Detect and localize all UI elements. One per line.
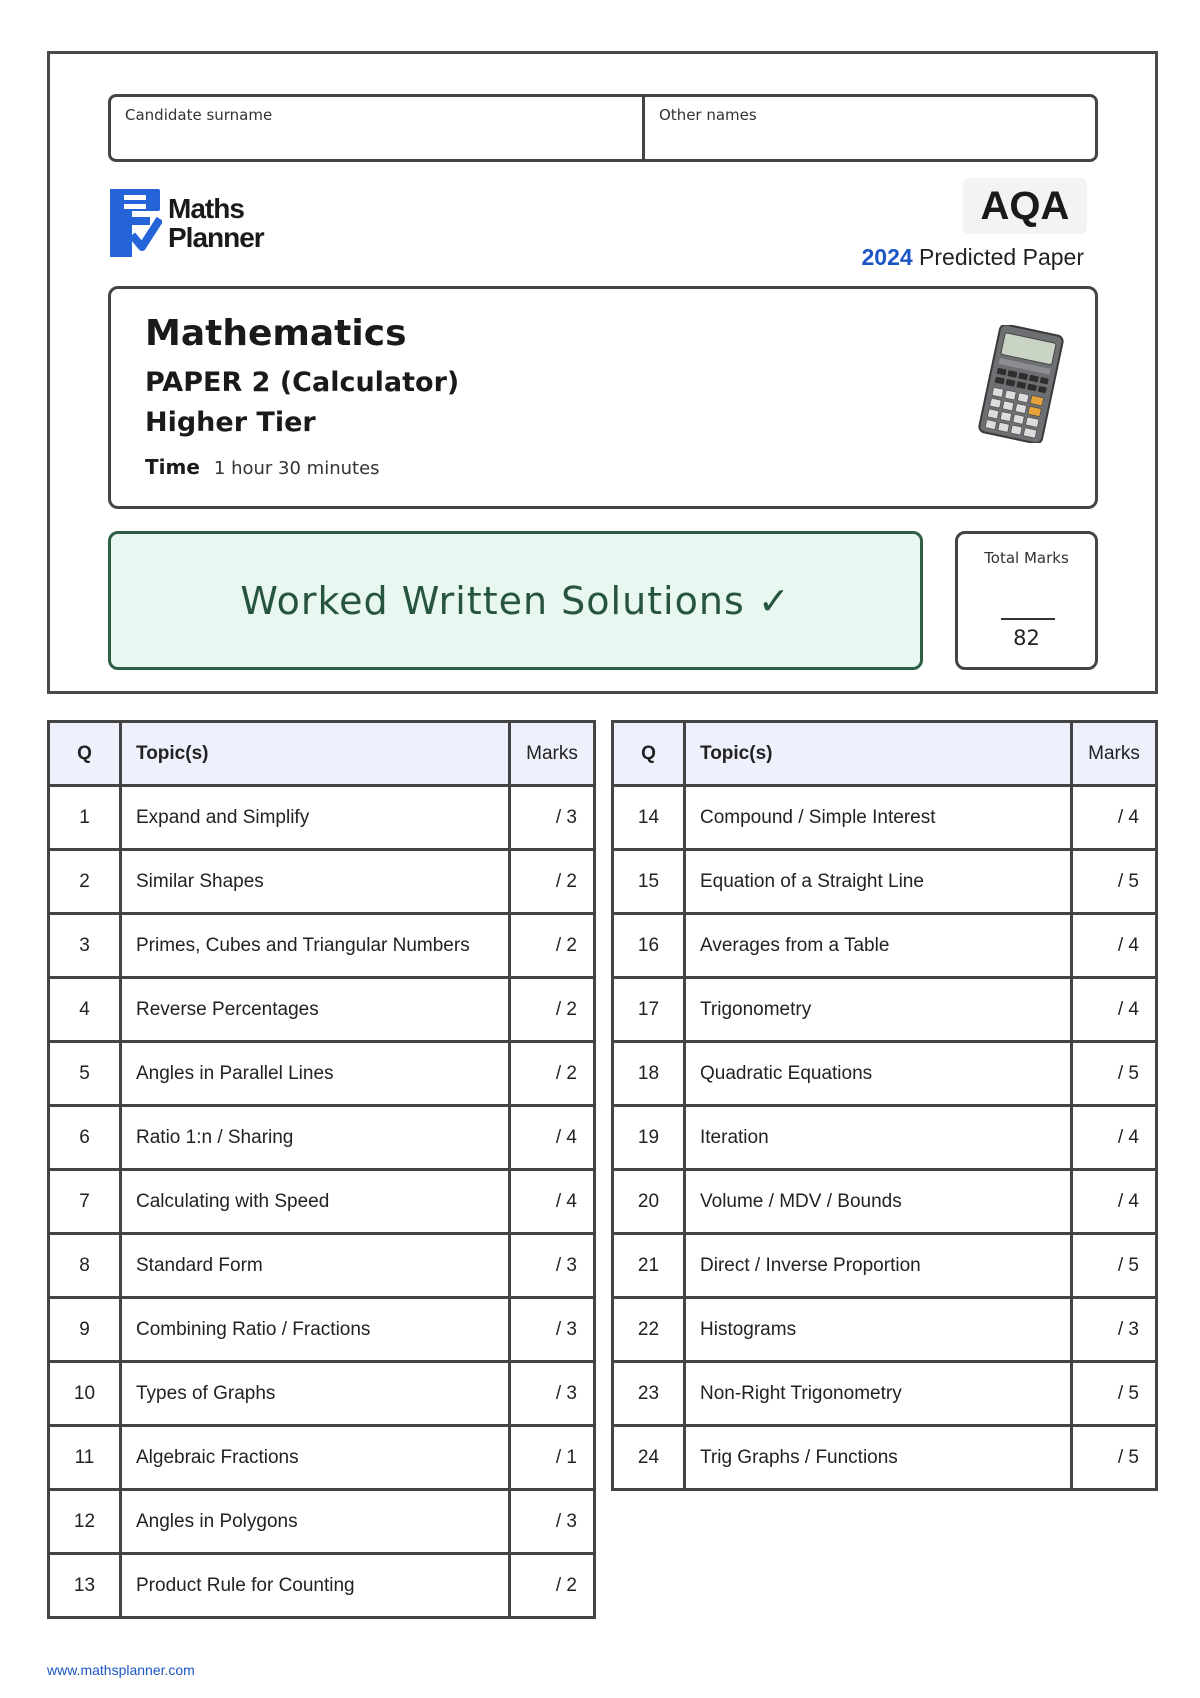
subject-title: Mathematics bbox=[145, 313, 407, 354]
table-row bbox=[613, 786, 1157, 850]
q-header: Q bbox=[49, 722, 121, 786]
question-topic: Primes, Cubes and Triangular Numbers bbox=[121, 914, 510, 978]
question-number: 16 bbox=[613, 914, 685, 978]
table-row bbox=[49, 914, 595, 978]
question-marks: / 2 bbox=[510, 850, 595, 914]
table-header-row bbox=[613, 722, 1157, 786]
worked-solutions-banner bbox=[108, 531, 923, 670]
question-number: 11 bbox=[49, 1426, 121, 1490]
predicted-paper-label bbox=[862, 244, 1085, 271]
time-label: Time bbox=[145, 455, 200, 479]
question-number: 17 bbox=[613, 978, 685, 1042]
question-number: 22 bbox=[613, 1298, 685, 1362]
table-row bbox=[613, 1298, 1157, 1362]
table-row bbox=[613, 978, 1157, 1042]
question-topic: Quadratic Equations bbox=[685, 1042, 1072, 1106]
question-number: 13 bbox=[49, 1554, 121, 1618]
question-topic: Combining Ratio / Fractions bbox=[121, 1298, 510, 1362]
table-row bbox=[49, 1490, 595, 1554]
question-marks: / 5 bbox=[1072, 850, 1157, 914]
question-topic: Histograms bbox=[685, 1298, 1072, 1362]
table-row bbox=[613, 850, 1157, 914]
question-number: 5 bbox=[49, 1042, 121, 1106]
question-topic: Equation of a Straight Line bbox=[685, 850, 1072, 914]
question-marks: / 3 bbox=[510, 786, 595, 850]
question-number: 24 bbox=[613, 1426, 685, 1490]
question-number: 3 bbox=[49, 914, 121, 978]
question-topic: Expand and Simplify bbox=[121, 786, 510, 850]
question-number: 12 bbox=[49, 1490, 121, 1554]
question-marks: / 1 bbox=[510, 1426, 595, 1490]
table-row bbox=[49, 1298, 595, 1362]
question-marks: / 3 bbox=[510, 1234, 595, 1298]
question-number: 4 bbox=[49, 978, 121, 1042]
q-header: Q bbox=[613, 722, 685, 786]
question-number: 1 bbox=[49, 786, 121, 850]
question-marks: / 4 bbox=[510, 1170, 595, 1234]
question-marks: / 4 bbox=[1072, 914, 1157, 978]
question-number: 9 bbox=[49, 1298, 121, 1362]
paper-title-box bbox=[108, 286, 1098, 509]
table-row bbox=[613, 1234, 1157, 1298]
table-row bbox=[49, 1170, 595, 1234]
footer-link[interactable]: www.mathsplanner.com bbox=[47, 1662, 195, 1678]
question-marks: / 5 bbox=[1072, 1426, 1157, 1490]
maths-planner-logo bbox=[110, 189, 264, 257]
question-marks: / 3 bbox=[510, 1490, 595, 1554]
table-row bbox=[613, 1426, 1157, 1490]
question-topic: Calculating with Speed bbox=[121, 1170, 510, 1234]
question-number: 19 bbox=[613, 1106, 685, 1170]
topics-table-left bbox=[47, 720, 596, 1619]
question-marks: / 3 bbox=[510, 1362, 595, 1426]
time-row bbox=[145, 455, 380, 479]
logo-line-1: Maths bbox=[168, 193, 244, 224]
question-topic: Direct / Inverse Proportion bbox=[685, 1234, 1072, 1298]
total-marks-divider bbox=[1001, 618, 1055, 620]
question-marks: / 4 bbox=[1072, 1106, 1157, 1170]
question-marks: / 4 bbox=[1072, 978, 1157, 1042]
total-marks-value: 82 bbox=[1013, 626, 1040, 650]
table-row bbox=[49, 1362, 595, 1426]
question-marks: / 2 bbox=[510, 978, 595, 1042]
candidate-names-box bbox=[108, 94, 1098, 162]
question-topic: Iteration bbox=[685, 1106, 1072, 1170]
topics-table-right bbox=[611, 720, 1158, 1491]
logo-line-2: Planner bbox=[168, 222, 264, 253]
question-topic: Trigonometry bbox=[685, 978, 1072, 1042]
question-topic: Standard Form bbox=[121, 1234, 510, 1298]
table-row bbox=[49, 1234, 595, 1298]
question-topic: Angles in Parallel Lines bbox=[121, 1042, 510, 1106]
question-marks: / 2 bbox=[510, 1042, 595, 1106]
table-row bbox=[49, 978, 595, 1042]
exam-board-badge: AQA bbox=[963, 178, 1087, 234]
topic-header: Topic(s) bbox=[685, 722, 1072, 786]
table-row bbox=[613, 1170, 1157, 1234]
question-marks: / 5 bbox=[1072, 1042, 1157, 1106]
question-number: 20 bbox=[613, 1170, 685, 1234]
table-row bbox=[49, 1554, 595, 1618]
question-topic: Similar Shapes bbox=[121, 850, 510, 914]
logo-icon bbox=[110, 189, 162, 257]
question-topic: Ratio 1:n / Sharing bbox=[121, 1106, 510, 1170]
question-number: 18 bbox=[613, 1042, 685, 1106]
total-marks-label: Total Marks bbox=[984, 549, 1069, 567]
question-number: 15 bbox=[613, 850, 685, 914]
tier-name: Higher Tier bbox=[145, 407, 316, 438]
question-number: 10 bbox=[49, 1362, 121, 1426]
question-marks: / 4 bbox=[510, 1106, 595, 1170]
question-number: 6 bbox=[49, 1106, 121, 1170]
table-header-row bbox=[49, 722, 595, 786]
table-row bbox=[613, 1042, 1157, 1106]
table-row bbox=[49, 1042, 595, 1106]
question-topic: Reverse Percentages bbox=[121, 978, 510, 1042]
table-row bbox=[49, 786, 595, 850]
question-topic: Product Rule for Counting bbox=[121, 1554, 510, 1618]
time-value: 1 hour 30 minutes bbox=[213, 458, 380, 479]
question-marks: / 4 bbox=[1072, 1170, 1157, 1234]
question-marks: / 2 bbox=[510, 914, 595, 978]
question-topic: Trig Graphs / Functions bbox=[685, 1426, 1072, 1490]
predicted-text: Predicted Paper bbox=[912, 244, 1084, 270]
table-row bbox=[49, 850, 595, 914]
question-marks: / 3 bbox=[510, 1298, 595, 1362]
table-row bbox=[49, 1426, 595, 1490]
question-topic: Averages from a Table bbox=[685, 914, 1072, 978]
question-marks: / 5 bbox=[1072, 1362, 1157, 1426]
question-number: 14 bbox=[613, 786, 685, 850]
marks-header: Marks bbox=[510, 722, 595, 786]
question-topic: Non-Right Trigonometry bbox=[685, 1362, 1072, 1426]
question-marks: / 2 bbox=[510, 1554, 595, 1618]
table-row bbox=[613, 1106, 1157, 1170]
total-marks-box bbox=[955, 531, 1098, 670]
other-names-label: Other names bbox=[659, 106, 757, 124]
table-row bbox=[613, 1362, 1157, 1426]
question-number: 7 bbox=[49, 1170, 121, 1234]
paper-name: PAPER 2 (Calculator) bbox=[145, 367, 460, 398]
surname-label: Candidate surname bbox=[125, 106, 273, 124]
table-row bbox=[613, 914, 1157, 978]
question-number: 8 bbox=[49, 1234, 121, 1298]
question-marks: / 5 bbox=[1072, 1234, 1157, 1298]
worked-solutions-text: Worked Written Solutions ✓ bbox=[240, 578, 791, 623]
question-topic: Angles in Polygons bbox=[121, 1490, 510, 1554]
question-marks: / 4 bbox=[1072, 786, 1157, 850]
question-marks: / 3 bbox=[1072, 1298, 1157, 1362]
question-topic: Compound / Simple Interest bbox=[685, 786, 1072, 850]
marks-header: Marks bbox=[1072, 722, 1157, 786]
topic-header: Topic(s) bbox=[121, 722, 510, 786]
question-topic: Volume / MDV / Bounds bbox=[685, 1170, 1072, 1234]
question-number: 21 bbox=[613, 1234, 685, 1298]
question-topic: Types of Graphs bbox=[121, 1362, 510, 1426]
question-number: 2 bbox=[49, 850, 121, 914]
table-row bbox=[49, 1106, 595, 1170]
question-number: 23 bbox=[613, 1362, 685, 1426]
other-names-field[interactable] bbox=[645, 97, 1095, 159]
logo-text bbox=[168, 194, 264, 252]
surname-field[interactable] bbox=[111, 97, 645, 159]
question-topic: Algebraic Fractions bbox=[121, 1426, 510, 1490]
calculator-icon bbox=[975, 325, 1067, 443]
paper-year: 2024 bbox=[861, 244, 913, 270]
